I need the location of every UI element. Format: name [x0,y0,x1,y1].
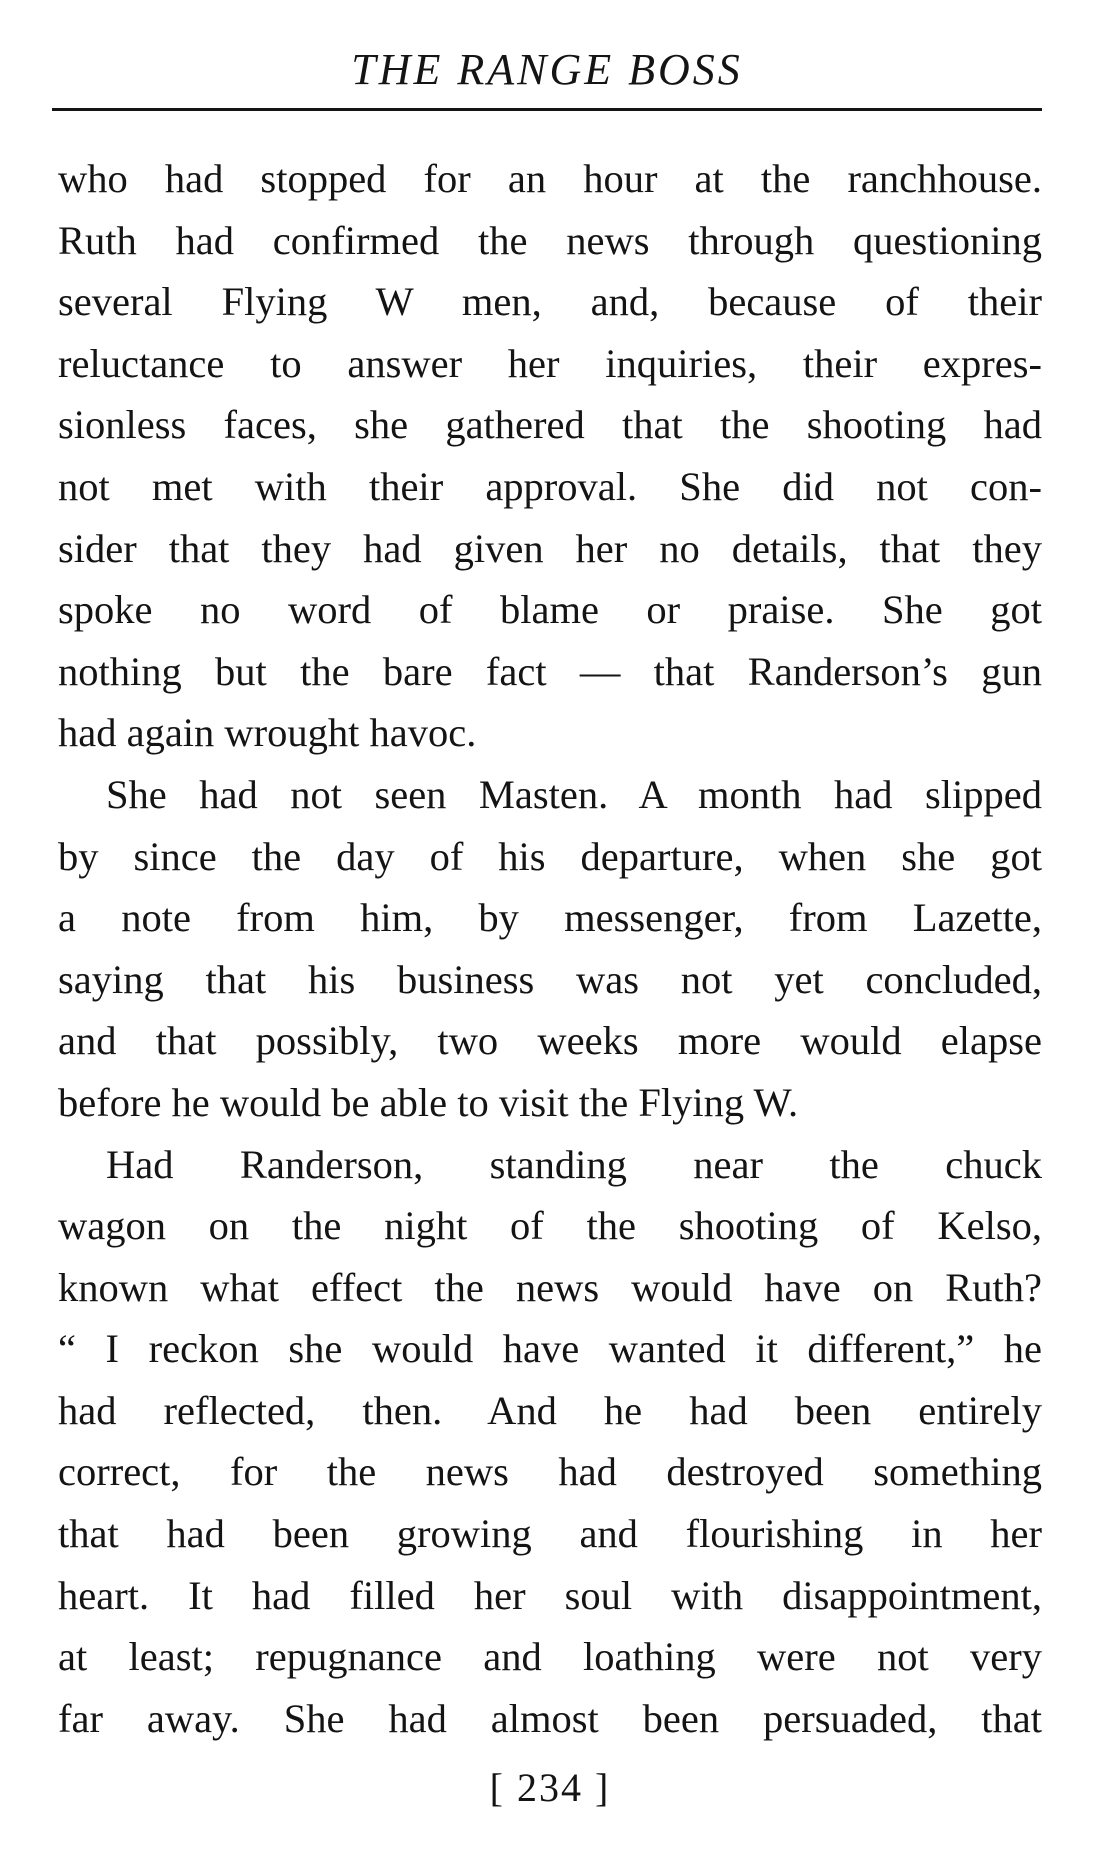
text-line: saying that his business was not yet concluded, [58,956,1042,1002]
paragraph-continued [58,148,1042,764]
text-line: a note from him, by messenger, from Lazette, [58,895,1042,941]
text-line: spoke no word of blame or praise. She got [58,587,1042,633]
paragraph-masten [58,764,1042,1134]
text-line: reluctance to answer her inquiries, their expres- [58,340,1042,386]
page-number: [ 234 ] [489,1765,611,1810]
text-line: sionless faces, she gathered that the shooting had [58,402,1042,448]
text-line: at least; repugnance and loathing were not very [58,1634,1042,1680]
running-head: THE RANGE BOSS [351,45,743,94]
text-line: had reflected, then. And he had been entirely [58,1387,1042,1433]
text-line: wagon on the night of the shooting of Kelso, [58,1203,1042,1249]
body-text [58,148,1042,1749]
text-line: Ruth had confirmed the news through questioning [58,217,1042,263]
text-line: correct, for the news had destroyed something [58,1449,1042,1495]
text-line: by since the day of his departure, when she got [58,833,1042,879]
text-line: She had not seen Masten. A month had slipped [106,771,1042,817]
text-line: had again wrought havoc. [58,710,477,756]
header-rule [52,108,1042,111]
text-line: that had been growing and flourishing in her [58,1511,1042,1557]
paragraph-randerson [58,1134,1042,1750]
text-line: heart. It had filled her soul with disappointment, [58,1572,1042,1618]
text-line: “ I reckon she would have wanted it different,” he [58,1326,1042,1372]
text-line: who had stopped for an hour at the ranchhouse. [58,156,1042,201]
text-line: before he would be able to visit the Flying W. [58,1079,799,1125]
text-line: far away. She had almost been persuaded, that [58,1695,1042,1741]
text-line: not met with their approval. She did not con- [58,463,1042,509]
text-line: and that possibly, two weeks more would elapse [58,1018,1042,1064]
text-line: sider that they had given her no details, that they [58,525,1042,571]
text-line: several Flying W men, and, because of their [58,279,1042,325]
text-line: nothing but the bare fact — that Randerson’s gun [58,648,1042,694]
text-line: known what effect the news would have on Ruth? [58,1264,1042,1310]
text-line: Had Randerson, standing near the chuck [106,1141,1042,1187]
